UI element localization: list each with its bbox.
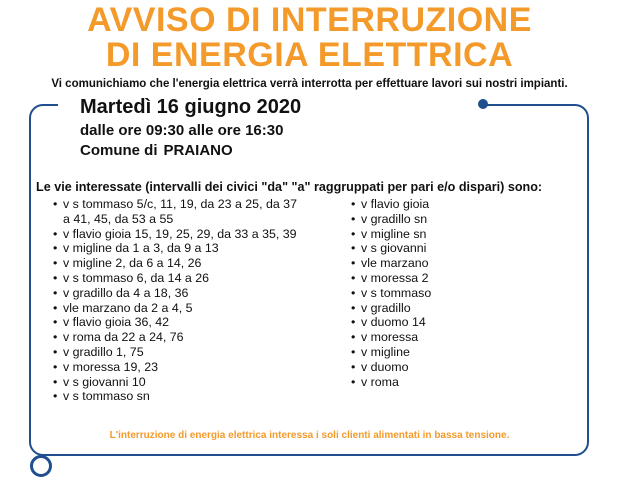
list-item: • v duomo 14 [350, 315, 530, 330]
list-item: • v migline sn [350, 227, 530, 242]
list-item: • v gradillo da 4 a 18, 36 [52, 286, 302, 301]
list-item: • v roma da 22 a 24, 76 [52, 330, 302, 345]
comune-label: Comune di [80, 142, 158, 159]
list-item: • vle marzano [350, 256, 530, 271]
list-item: • v s tommaso sn [52, 389, 302, 404]
list-item: • v migline 2, da 6 a 14, 26 [52, 256, 302, 271]
list-item: • v s tommaso 5/c, 11, 19, da 23 a 25, da 37 a 41, 45, da 53 a 55 [52, 197, 302, 227]
comune-name: PRAIANO [163, 142, 233, 159]
notice-time: dalle ore 09:30 alle ore 16:30 [80, 122, 284, 139]
streets-heading: Le vie interessate (intervalli dei civici "da" "a" raggruppati per pari e/o dispari) sono: [36, 180, 543, 194]
list-item: • v migline da 1 a 3, da 9 a 13 [52, 241, 302, 256]
list-item: • v s tommaso [350, 286, 530, 301]
list-item: • v migline [350, 345, 530, 360]
list-item: • v flavio gioia 36, 42 [52, 315, 302, 330]
list-item: • vle marzano da 2 a 4, 5 [52, 301, 302, 316]
list-item: • v moressa [350, 330, 530, 345]
list-item: • v gradillo [350, 301, 530, 316]
list-item: • v gradillo 1, 75 [52, 345, 302, 360]
list-item: • v s giovanni [350, 241, 530, 256]
footer-note: L'interruzione di energia elettrica interessa i soli clienti alimentati in bassa tensione. [109, 430, 510, 441]
title-line-1: AVVISO DI INTERRUZIONE [87, 1, 532, 39]
logo-icon [30, 455, 52, 477]
streets-column-1 [52, 197, 302, 404]
notice-comune [80, 142, 233, 159]
intro-text: Vi comunichiamo che l'energia elettrica verrà interrotta per effettuare lavori sui nostri impianti. [51, 78, 568, 90]
list-item: • v duomo [350, 360, 530, 375]
list-item: • v flavio gioia 15, 19, 25, 29, da 33 a 35, 39 [52, 227, 302, 242]
title-line-2: DI ENERGIA ELETTRICA [105, 36, 514, 74]
list-item: • v moressa 2 [350, 271, 530, 286]
list-item: • v s tommaso 6, da 14 a 26 [52, 271, 302, 286]
notice-date: Martedì 16 giugno 2020 [80, 96, 302, 118]
streets-column-2 [350, 197, 530, 389]
list-item: • v roma [350, 375, 530, 390]
list-item: • v s giovanni 10 [52, 375, 302, 390]
list-item: • v gradillo sn [350, 212, 530, 227]
frame-dot-icon [478, 99, 488, 109]
list-item: • v flavio gioia [350, 197, 530, 212]
list-item: • v moressa 19, 23 [52, 360, 302, 375]
